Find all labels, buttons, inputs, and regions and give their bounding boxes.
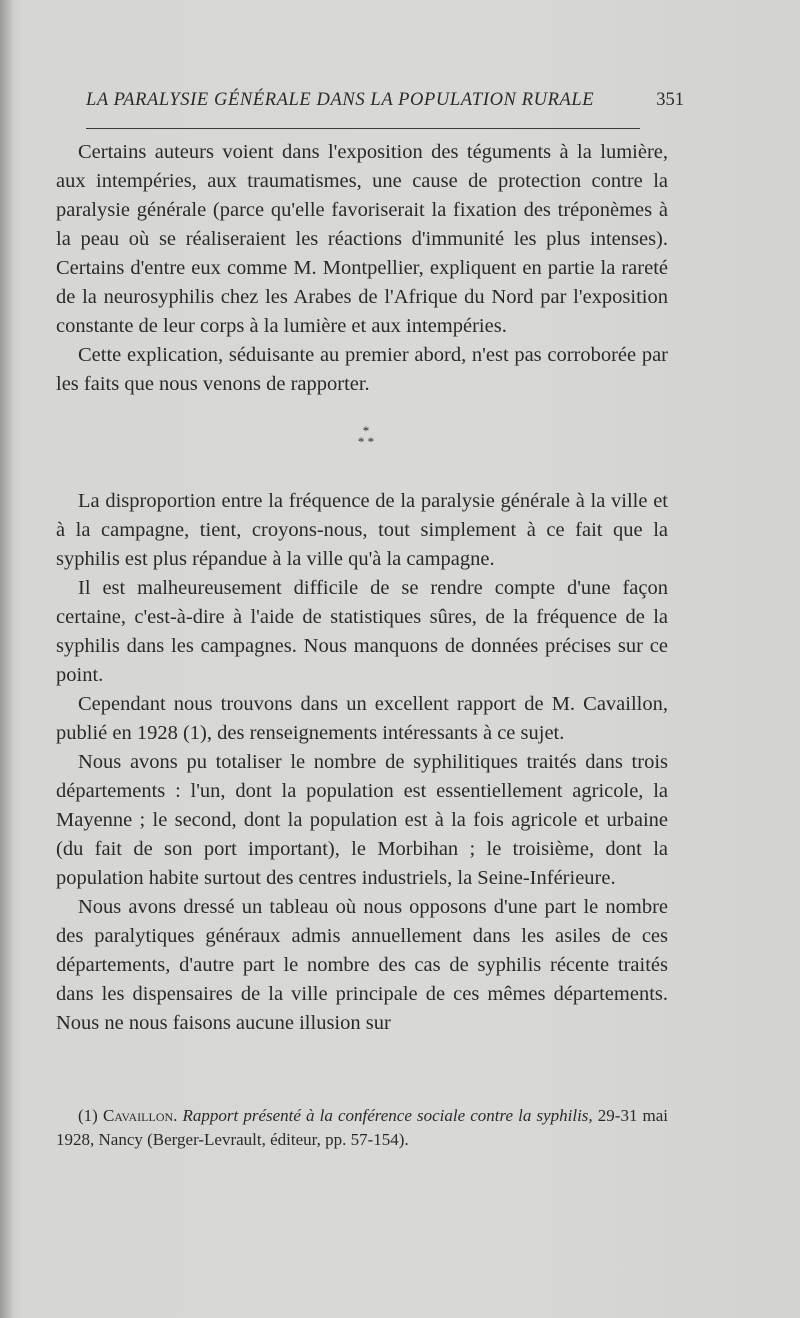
footnote-title: Rapport présenté à la conférence sociale contre la syphilis, [182, 1106, 593, 1125]
header-rule [86, 128, 640, 129]
footnote-details: 29-31 mai 1928, Nancy (Berger-Levrault, éditeur, pp. 57-154). [56, 1106, 669, 1149]
section-asterism [56, 399, 668, 487]
page-spine-shadow [0, 0, 12, 1318]
page-number: 351 [656, 90, 684, 110]
footnote-marker: (1) [78, 1106, 98, 1125]
asterism-top: * [362, 423, 370, 438]
paragraph: Certains auteurs voient dans l'exposition des téguments à la lumière, aux intempéries, aux traumatismes, une cause de protection contre la paralysie générale (parce qu'elle favoriserait la fixation des tréponèmes à la peau où se réaliseraient les réactions d'immunité les plus intenses). Certains d'entre eux comme M. Montpellier, expliquent en partie la rareté de la neurosyphilis chez les Arabes de l'Afrique du Nord par l'exposition constante de leur corps à la lumière et aux intempéries. [56, 141, 668, 337]
paragraph: Cependant nous trouvons dans un excellent rapport de M. Cavaillon, publié en 1928 (1), des renseignements intéressants à ce sujet. [56, 693, 668, 744]
footnote [56, 1104, 668, 1152]
asterism-bottom: * * [357, 434, 375, 449]
paragraph: Cette explication, séduisante au premier abord, n'est pas corroborée par les faits que nous venons de rapporter. [56, 344, 668, 395]
paragraph: Nous avons pu totaliser le nombre de syphilitiques traités dans trois départements : l'un, dont la population est essentiellement agricole, la Mayenne ; le second, dont la population est à la fois agricole et urbaine (du fait de son port important), le Morbihan ; le troisième, dont la population habite surtout des centres industriels, la Seine-Inférieure. [56, 751, 668, 889]
paragraph: La disproportion entre la fréquence de la paralysie générale à la ville et à la campagne, tient, croyons-nous, tout simplement à ce fait que la syphilis est plus répandue à la ville qu'à la campagne. [56, 490, 668, 570]
paragraph: Il est malheureusement difficile de se rendre compte d'une façon certaine, c'est-à-dire à l'aide de statistiques sûres, de la fréquence de la syphilis dans les campagnes. Nous manquons de données précises sur ce point. [56, 577, 668, 686]
running-title: LA PARALYSIE GÉNÉRALE DANS LA POPULATION RURALE [86, 90, 595, 110]
body-text [56, 138, 668, 1038]
footnote-author: Cavaillon. [102, 1106, 178, 1125]
paragraph: Nous avons dressé un tableau où nous opposons d'une part le nombre des paralytiques généraux admis annuellement dans les asiles de ces départements, d'autre part le nombre des cas de syphilis récente traités dans les dispensaires de la ville principale de ces mêmes départements. Nous ne nous faisons aucune illusion sur [56, 896, 668, 1034]
page-header [86, 90, 684, 118]
